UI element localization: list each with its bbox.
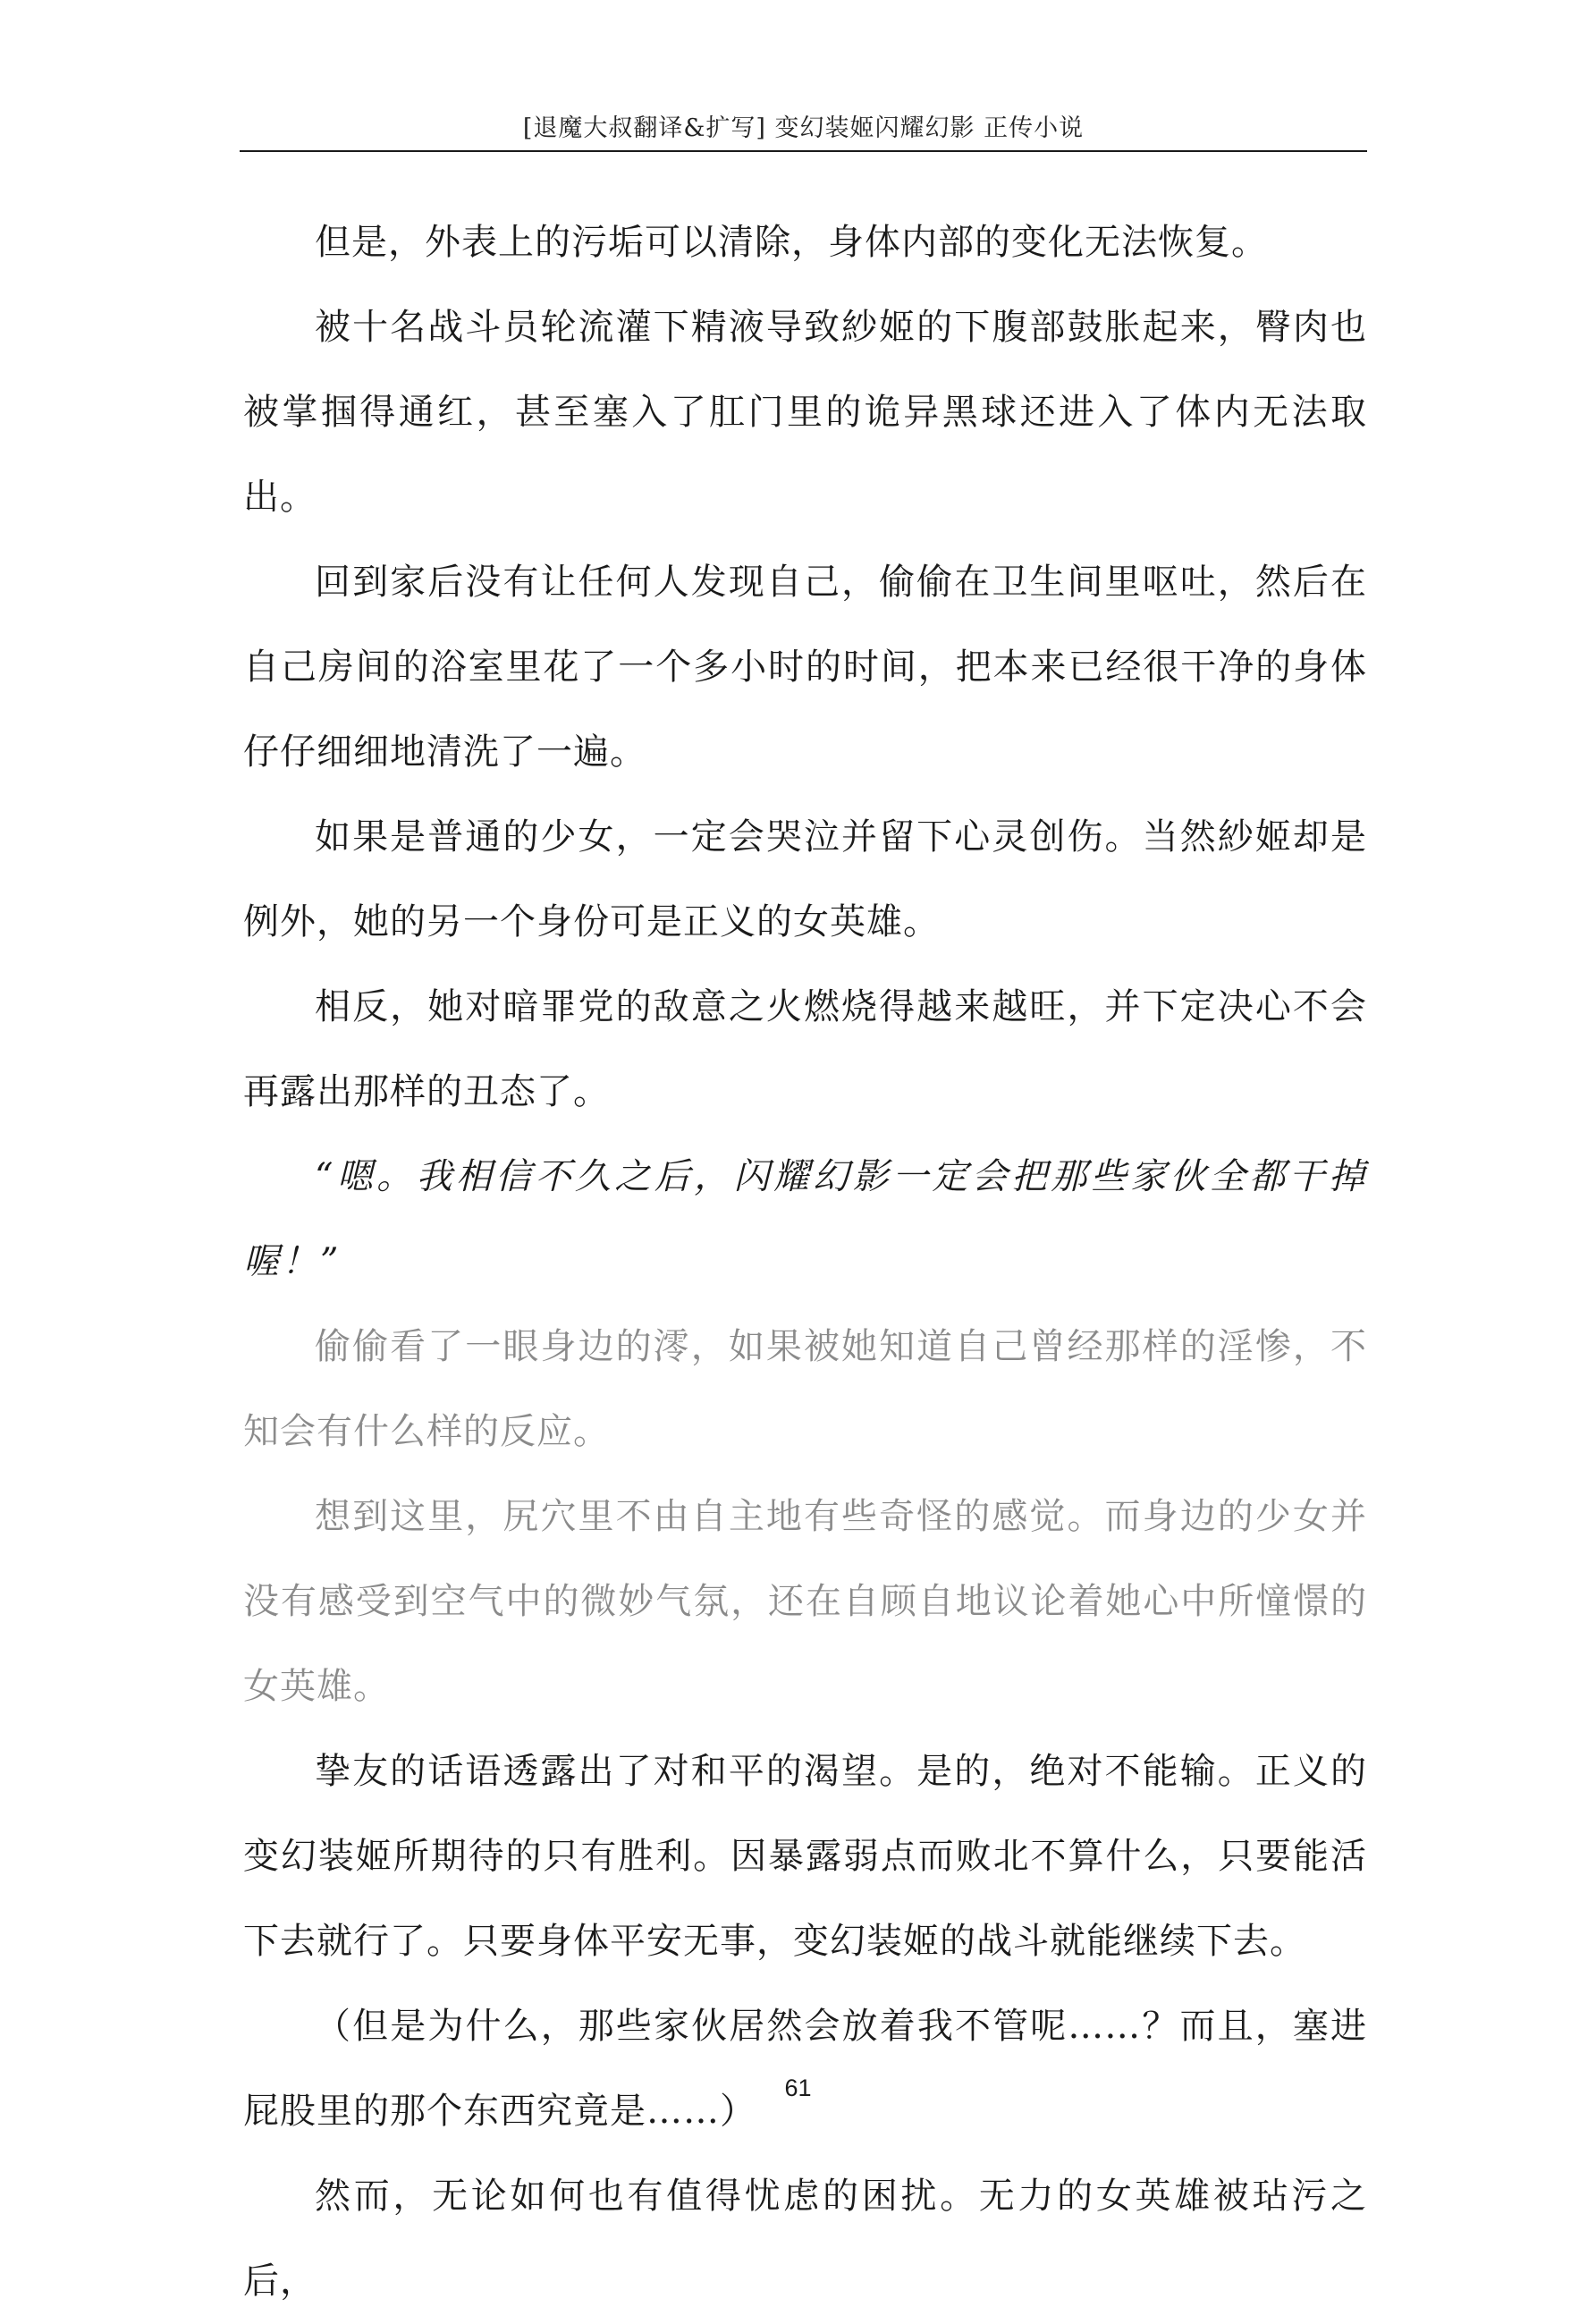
paragraph-2: 被十名战斗员轮流灌下精液导致紗姬的下腹部鼓胀起来，臀肉也被掌掴得通红，甚至塞入了肛门里的诡异黑球还进入了体内无法取出。 [243,307,1367,518]
inner-thought: （但是为什么，那些家伙居然会放着我不管呢……？而且，塞进屁股里的那个东西究竟是……） [243,2006,1367,2132]
paragraph-5: 相反，她对暗罪党的敌意之火燃烧得越来越旺，并下定决心不会再露出那样的丑态了。 [243,986,1367,1112]
dialogue-quote: “嗯。我相信不久之后，闪耀幻影一定会把那些家伙全都干掉喔！” [243,1156,1367,1282]
paragraph-gray-2: 想到这里，尻穴里不由自主地有些奇怪的感觉。而身边的少女并没有感受到空气中的微妙气氛，还在自顾自地议论着她心中所憧憬的女英雄。 [243,1496,1367,1707]
running-header: [退魔大叔翻译&扩写] 变幻装姬闪耀幻影 正传小说 [522,114,1085,142]
body-text [243,200,1367,2324]
paragraph-9: 挚友的话语透露出了对和平的渴望。是的，绝对不能输。正义的变幻装姬所期待的只有胜利。因暴露弱点而败北不算什么，只要能活下去就行了。只要身体平安无事，变幻装姬的战斗就能继续下去。 [243,1751,1367,1962]
paragraph-3: 回到家后没有让任何人发现自己，偷偷在卫生间里呕吐，然后在自己房间的浴室里花了一个多小时的时间，把本来已经很干净的身体仔仔细细地清洗了一遍。 [243,562,1367,773]
paragraph-1: 但是，外表上的污垢可以清除，身体内部的变化无法恢复。 [315,222,1268,263]
paragraph-11: 然而，无论如何也有值得忧虑的困扰。无力的女英雄被玷污之后， [243,2176,1367,2302]
paragraph-gray-1: 偷偷看了一眼身边的澪，如果被她知道自己曾经那样的淫惨，不知会有什么样的反应。 [243,1326,1367,1452]
paragraph-4: 如果是普通的少女，一定会哭泣并留下心灵创伤。当然紗姬却是例外，她的另一个身份可是正义的女英雄。 [243,816,1367,942]
page-number: 61 [784,2075,812,2101]
header-divider [240,150,1367,152]
